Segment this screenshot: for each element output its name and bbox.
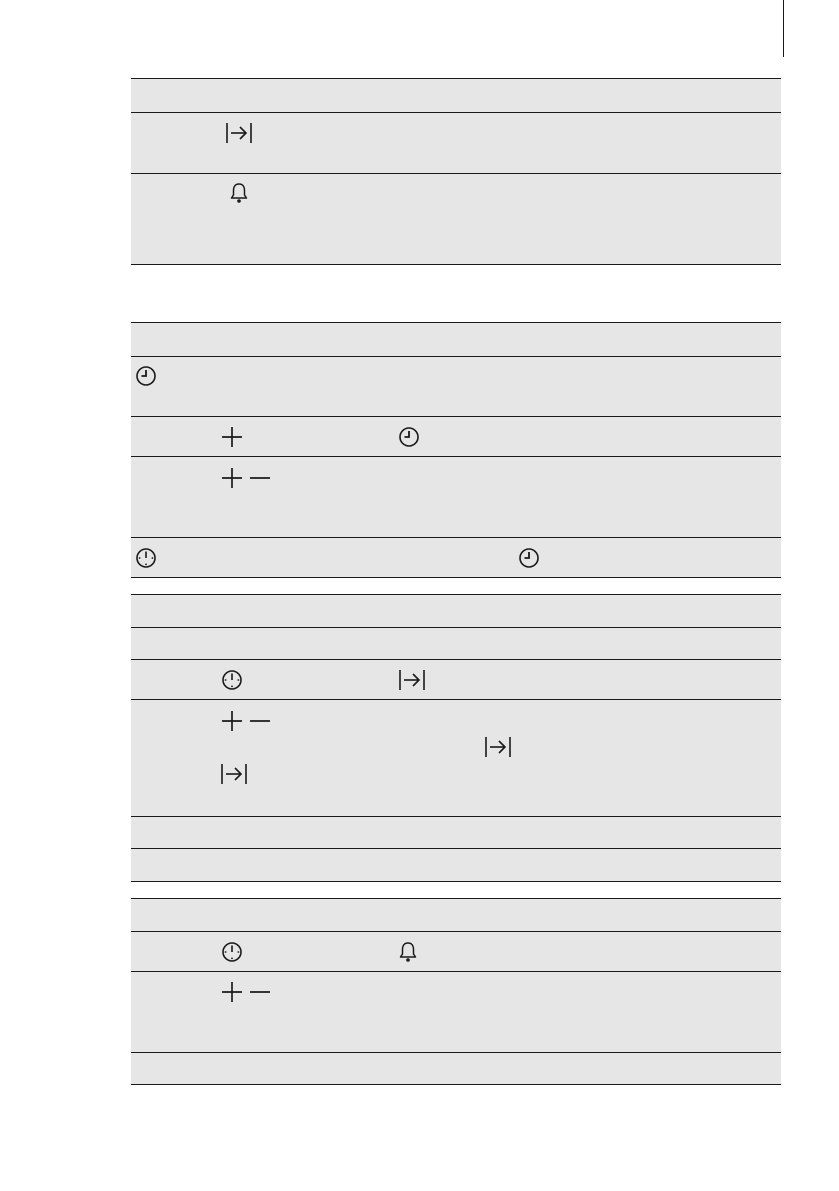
table-row <box>131 113 781 174</box>
table-row <box>131 932 781 972</box>
end-time-icon <box>398 669 426 691</box>
minus-icon <box>249 981 271 1003</box>
table-row <box>131 972 781 1053</box>
end-time-icon <box>225 122 253 144</box>
minus-icon <box>249 710 271 732</box>
table-row <box>131 357 781 417</box>
plus-icon <box>221 467 243 489</box>
bell-icon <box>399 941 417 963</box>
table-row <box>131 660 781 700</box>
table-row <box>131 817 781 849</box>
clock-icon <box>135 365 157 387</box>
plus-icon <box>221 710 243 732</box>
plus-icon <box>221 981 243 1003</box>
table-row <box>131 538 781 578</box>
end-time-icon <box>484 736 512 758</box>
clock-icon <box>518 547 540 569</box>
page-edge-line <box>783 0 784 57</box>
bell-icon <box>230 182 248 204</box>
minus-icon <box>249 467 271 489</box>
table-row <box>131 1053 781 1085</box>
table-row <box>131 417 781 457</box>
table-row <box>131 174 781 265</box>
clock-settings-icon <box>135 547 157 569</box>
table-header <box>131 594 781 628</box>
table-header <box>131 898 781 932</box>
clock-settings-icon <box>221 941 243 963</box>
clock-settings-icon <box>221 669 243 691</box>
table-header <box>131 322 781 357</box>
end-time-icon <box>220 763 248 785</box>
clock-icon <box>398 426 420 448</box>
table-row <box>131 457 781 538</box>
table-header <box>131 78 781 113</box>
table-row <box>131 700 781 817</box>
table-row <box>131 849 781 882</box>
plus-icon <box>221 426 243 448</box>
table-row <box>131 628 781 660</box>
